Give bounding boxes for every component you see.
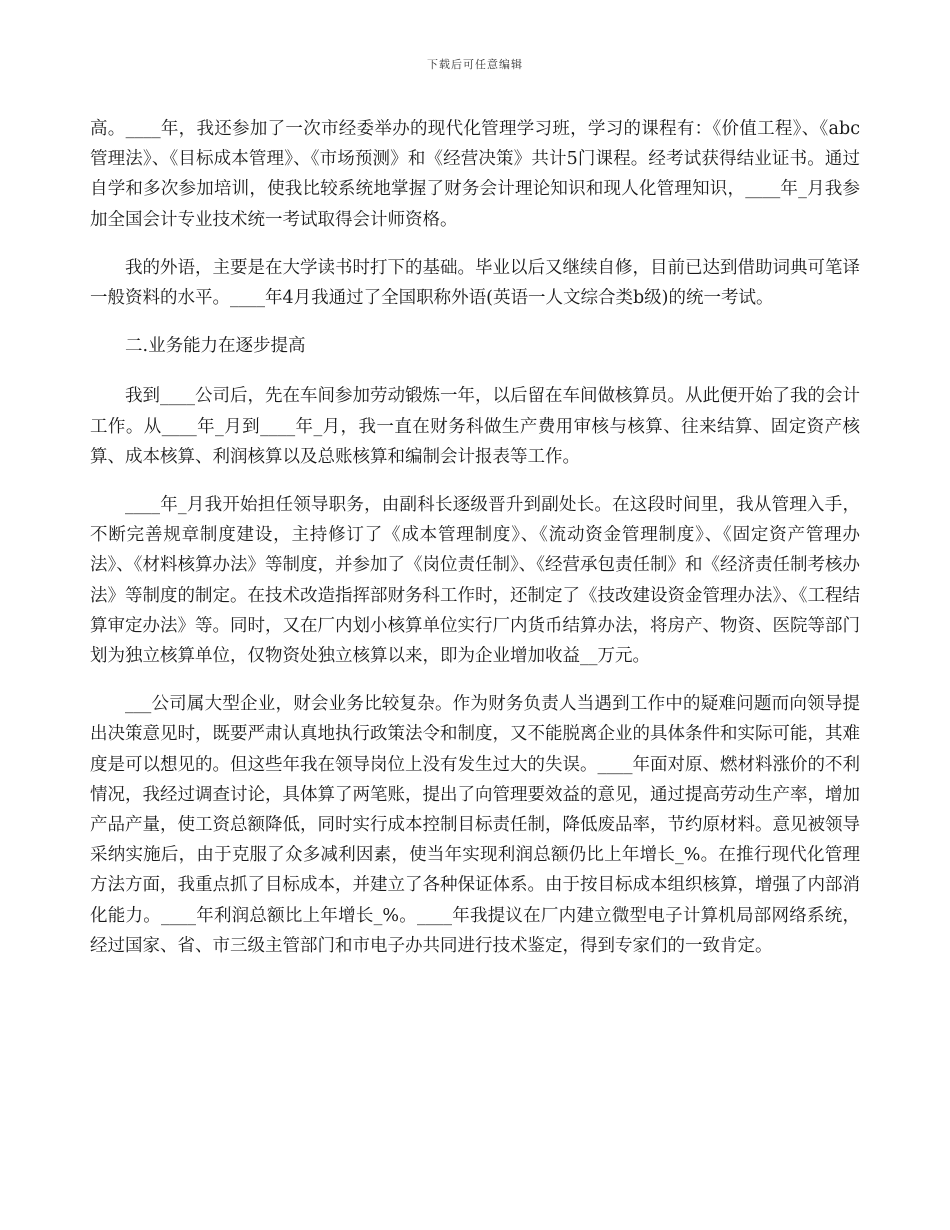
paragraph-company-achievements: ___公司属大型企业，财会业务比较复杂。作为财务负责人当遇到工作中的疑难问题而向领导提出决策意见时，既要严肃认真地执行政策法令和制度，又不能脱离企业的具体条件和实际可能，其难度是可以想见的。但这些年我在领导岗位上没有发生过大的失误。____年面对原、燃材料涨价的不利情况，我经过调查讨论，具体算了两笔账，提出了向管理要效益的意见，通过提高劳动生产率，增加产品产量，使工资总额降低，同时实行成本控制目标责任制，降低废品率，节约原材料。意见被领导采纳实施后，由于克服了众多减利因素，使当年实现利润总额仍比上年增长_%。在推行现代化管理方法方面，我重点抓了目标成本，并建立了各种保证体系。由于按目标成本组织核算，增强了内部消化能力。____年利润总额比上年增长_%。____年我提议在厂内建立微型电子计算机局部网络系统，经过国家、省、市三级主管部门和市电子办共同进行技术鉴定，得到专家们的一致肯定。 [90, 694, 860, 956]
page-header: 下载后可任意编辑 [427, 58, 523, 71]
section-heading: 二.业务能力在逐步提高 [125, 336, 306, 357]
paragraph-study: 高。____年，我还参加了一次市经委举办的现代化管理学习班，学习的课程有：《价值工程》、《abc管理法》、《目标成本管理》、《市场预测》和《经营决策》共计5门课程。经考试获得结业证书。通过自学和多次参加培训，使我比较系统地掌握了财务会计理论知识和现人化管理知识，____年_月我参加全国会计专业技术统一考试取得会计师资格。 [90, 119, 860, 230]
paragraph-leadership: ____年_月我开始担任领导职务，由副科长逐级晋升到副处长。在这段时间里，我从管理入手，不断完善规章制度建设，主持修订了《成本管理制度》、《流动资金管理制度》、《固定资产管理办法》、《材料核算办法》等制度，并参加了《岗位责任制》、《经营承包责任制》和《经济责任制考核办法》等制度的制定。在技术改造指挥部财务科工作时，还制定了《技改建设资金管理办法》、《工程结算审定办法》等。同时，又在厂内划小核算单位实行厂内货币结算办法，将房产、物资、医院等部门划为独立核算单位，仅物资处独立核算以来，即为企业增加收益__万元。 [90, 495, 860, 667]
paragraph-foreign-language: 我的外语，主要是在大学读书时打下的基础。毕业以后又继续自修，目前已达到借助词典可笔译一般资料的水平。____年4月我通过了全国职称外语(英语一人文综合类b级)的统一考试。 [90, 257, 860, 309]
document-body [90, 114, 860, 979]
paragraph-accounting-start: 我到____公司后，先在车间参加劳动锻炼一年，以后留在车间做核算员。从此便开始了我的会计工作。从____年_月到____年_月，我一直在财务科做生产费用审核与核算、往来结算、固定资产核算、成本核算、利润核算以及总账核算和编制会计报表等工作。 [90, 386, 860, 467]
